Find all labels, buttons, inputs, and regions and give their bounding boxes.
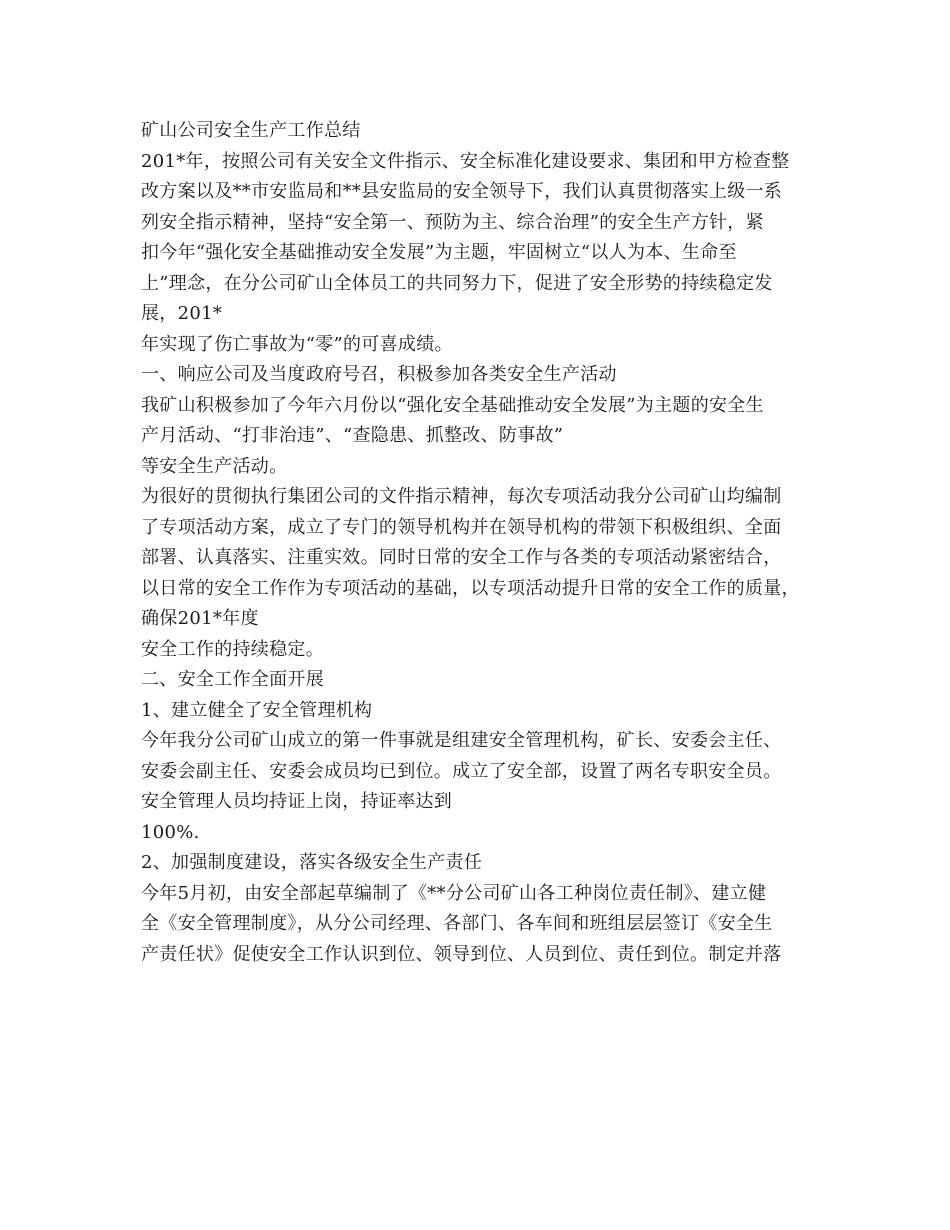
subsection-heading: 2、加强制度建设，落实各级安全生产责任	[141, 852, 483, 873]
text-line: 今年我分公司矿山成立的第一件事就是组建安全管理机构，矿长、安委会主任、	[141, 730, 782, 751]
text-line: 确保201*年度	[141, 608, 259, 629]
text-line: 年实现了伤亡事故为“零”的可喜成绩。	[141, 333, 453, 355]
text-line: 了专项活动方案，成立了专门的领导机构并在领导机构的带领下积极组织、全面	[141, 516, 782, 538]
text-line: 安委会副主任、安委会成员均已到位。成立了安全部，设置了两名专职安全员。	[141, 760, 782, 782]
section-heading: 一、响应公司及当度政府号召，积极参加各类安全生产活动	[141, 364, 617, 385]
subsection-heading: 1、建立健全了安全管理机构	[141, 699, 373, 721]
text-line: 全《安全管理制度》，从分公司经理、各部门、各车间和班组层层签订《安全生	[141, 913, 773, 934]
text-line: 改方案以及**市安监局和**县安监局的安全领导下，我们认真贯彻落实上级一系	[141, 181, 783, 202]
text-line: 100%.	[141, 821, 200, 843]
document-body	[141, 116, 821, 970]
text-line: 安全工作的持续稳定。	[141, 638, 324, 660]
text-line: 安全管理人员均持证上岗，持证率达到	[141, 791, 453, 812]
text-line: 今年5月初，由安全部起草编制了《**分公司矿山各工种岗位责任制》、建立健	[141, 882, 767, 904]
text-line: 我矿山积极参加了今年六月份以“强化安全基础推动安全发展”为主题的安全生	[141, 394, 764, 416]
document-title: 矿山公司安全生产工作总结	[141, 120, 361, 141]
text-line: 201*年，按照公司有关安全文件指示、安全标准化建设要求、集团和甲方检查整	[141, 150, 790, 172]
section-heading: 二、安全工作全面开展	[141, 669, 324, 690]
text-line: 上”理念，在分公司矿山全体员工的共同努力下，促进了安全形势的持续稳定发	[141, 272, 773, 294]
text-line: 扣今年“强化安全基础推动安全发展”为主题，牢固树立“以人为本、生命至	[141, 242, 737, 263]
text-line: 为很好的贯彻执行集团公司的文件指示精神，每次专项活动我分公司矿山均编制	[141, 486, 782, 507]
text-line: 等安全生产活动。	[141, 455, 288, 477]
text-line: 以日常的安全工作作为专项活动的基础，以专项活动提升日常的安全工作的质量，	[141, 577, 800, 599]
text-line: 展，201*	[141, 303, 223, 324]
text-line: 产月活动、“打非治违”、“查隐患、抓整改、防事故”	[141, 425, 564, 446]
text-line: 产责任状》促使安全工作认识到位、领导到位、人员到位、责任到位。制定并落	[141, 943, 782, 965]
text-line: 部署、认真落实、注重实效。同时日常的安全工作与各类的专项活动紧密结合，	[141, 547, 782, 568]
text-line: 列安全指示精神，坚持“安全第一、预防为主、综合治理”的安全生产方针，紧	[141, 211, 764, 233]
